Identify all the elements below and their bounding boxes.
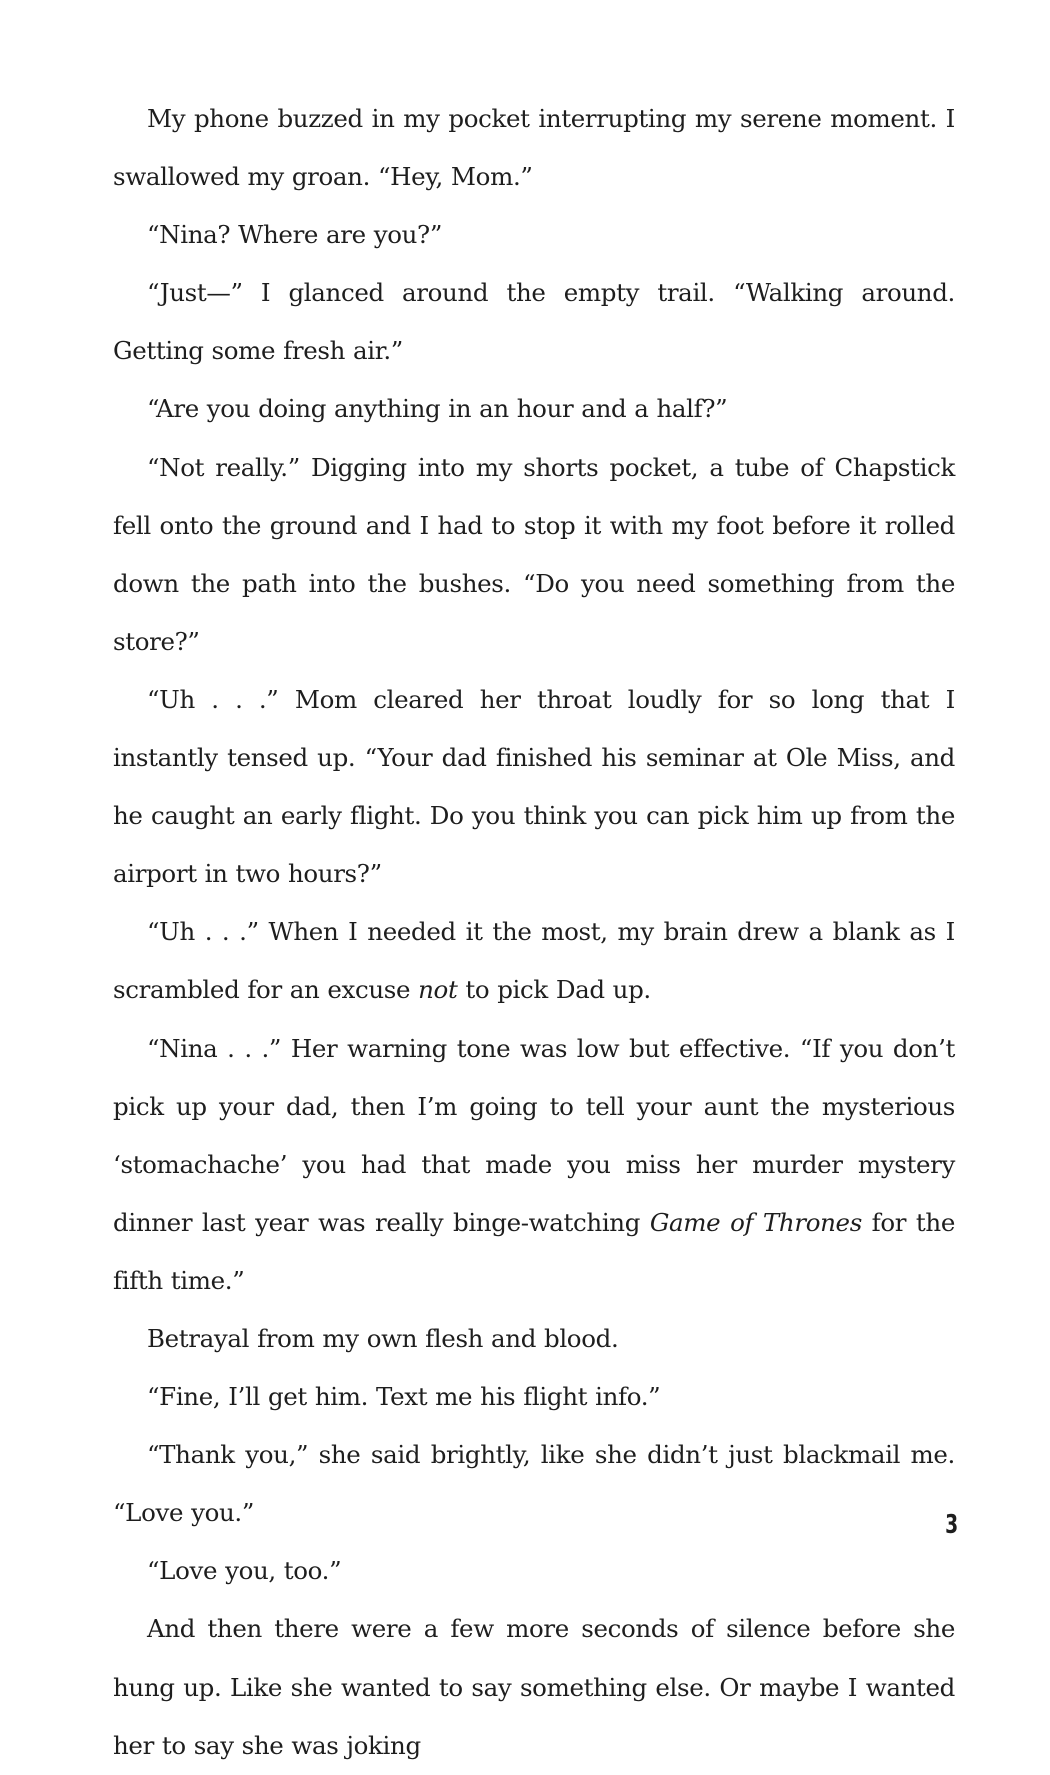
body-text (113, 90, 955, 1775)
paragraph: “Uh . . .” Mom cleared her throat loudly for so long that I instantly tensed up. “Your dad finished his seminar at Ole Miss, and he caught an early flight. Do you think you can pick him up from the airport in two hours?” (113, 684, 955, 889)
paragraph: “Not really.” Digging into my shorts pocket, a tube of Chapstick fell onto the ground and I had to stop it with my foot before it rolled down the path into the bushes. “Do you need something from the store?” (113, 452, 955, 656)
paragraph (113, 1020, 955, 1310)
paragraph-text: “Nina . . .” Her warning tone was low but effective. “If you don’t pick up your dad, then I’m going to tell your aunt the mysterious ‘stomachache’ you had that made you miss her murder mystery dinner last year was really binge-watching (113, 1033, 955, 1237)
page-number: 3 (944, 1510, 958, 1540)
paragraph-text: “Uh . . .” When I needed it the most, my brain drew a blank as I scrambled for an excuse (113, 917, 955, 1005)
paragraph-text: to pick Dad up. (457, 975, 651, 1005)
paragraph (113, 903, 955, 1019)
paragraph: “Fine, I’ll get him. Text me his flight info.” (147, 1382, 661, 1412)
italic-text: not (418, 975, 458, 1005)
paragraph: “Love you, too.” (147, 1556, 342, 1586)
paragraph: My phone buzzed in my pocket interrupting my serene moment. I swallowed my groan. “Hey, Mom.” (113, 104, 955, 192)
paragraph: “Are you doing anything in an hour and a half?” (147, 394, 728, 424)
paragraph: “Just—” I glanced around the empty trail. “Walking around. Getting some fresh air.” (113, 278, 955, 366)
paragraph: And then there were a few more seconds of silence before she hung up. Like she wanted to say something else. Or maybe I wanted her to say she was joking (113, 1614, 955, 1760)
paragraph: “Nina? Where are you?” (147, 220, 443, 250)
paragraph-text: for the fifth time.” (113, 1207, 955, 1295)
paragraph: Betrayal from my own flesh and blood. (147, 1323, 619, 1353)
italic-title: Game of Thrones (649, 1207, 862, 1237)
paragraph: “Thank you,” she said brightly, like she didn’t just blackmail me. “Love you.” (113, 1440, 955, 1528)
